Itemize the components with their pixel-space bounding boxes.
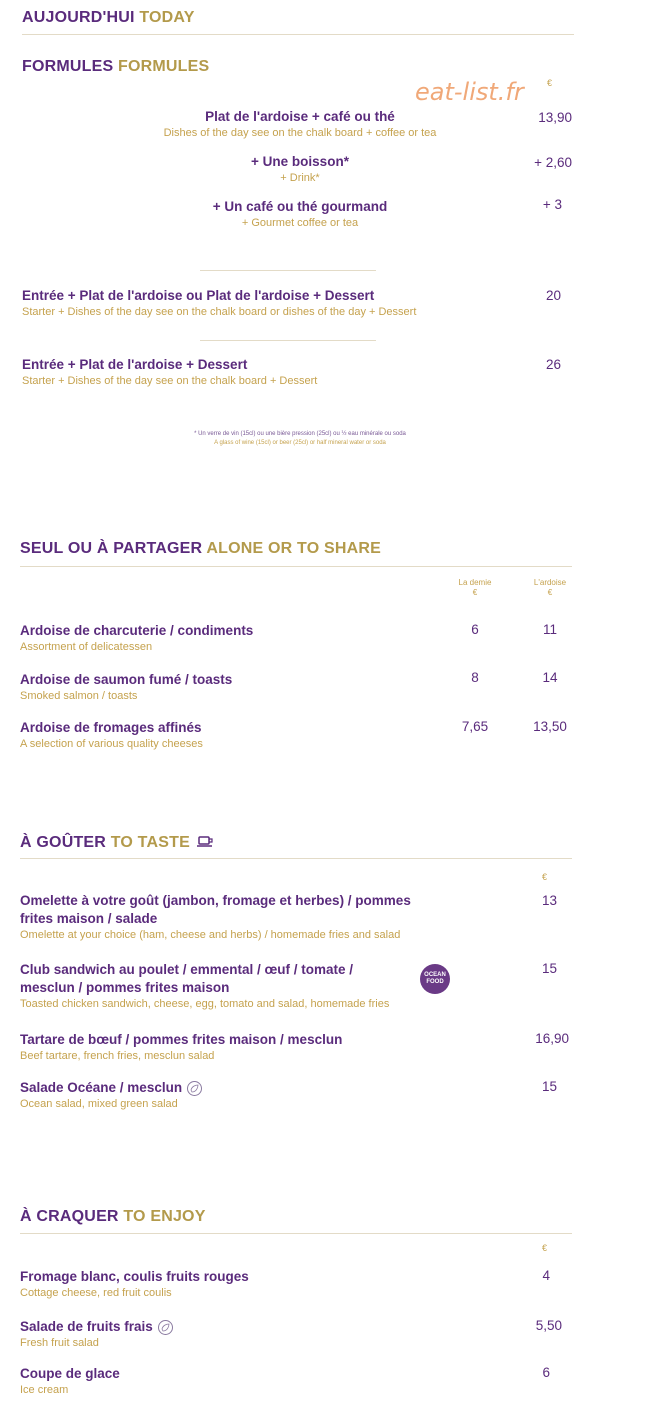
item-name-en: Starter + Dishes of the day see on the chalk board or dishes of the day + Dessert (22, 306, 417, 318)
item-name-fr: Salade Océane / mesclun (20, 1080, 183, 1095)
currency-header: € (542, 872, 548, 882)
item-name-fr: Ardoise de fromages affinés (20, 720, 202, 735)
taste-title-fr: À GOÛTER (20, 834, 107, 851)
enjoy-title-en: TO ENJOY (123, 1208, 206, 1225)
item-name-en: Starter + Dishes of the day see on the chalk board + Dessert (22, 375, 318, 387)
enjoy-title-fr: À CRAQUER (20, 1208, 119, 1225)
item-price: 16,90 (535, 1031, 569, 1046)
formule-item (110, 153, 490, 185)
item-price: 13,90 (538, 110, 572, 125)
list-item (20, 622, 440, 654)
item-name-en: Smoked salmon / toasts (20, 690, 138, 702)
formules-title-fr: FORMULES (22, 58, 114, 75)
list-item (20, 719, 440, 751)
vegetarian-icon (158, 1320, 173, 1335)
price-half: 6 (471, 622, 479, 637)
item-name-en: A selection of various quality cheeses (20, 738, 203, 750)
currency-symbol: € (547, 588, 553, 597)
item-price: 6 (542, 1365, 550, 1380)
item-name-en: Ice cream (20, 1384, 69, 1396)
list-item (20, 892, 500, 942)
list-item (20, 1268, 480, 1300)
taste-title-en: TO TASTE (110, 834, 190, 851)
today-title-fr: AUJOURD'HUI (22, 9, 135, 26)
item-price: 15 (541, 1079, 557, 1094)
item-name-fr: Entrée + Plat de l'ardoise ou Plat de l'ardoise + Dessert (22, 288, 375, 303)
item-price: 4 (542, 1268, 550, 1283)
divider (20, 1233, 572, 1234)
list-item (20, 1365, 480, 1397)
column-header-full (520, 578, 580, 598)
item-name-en: Toasted chicken sandwich, cheese, egg, tomato and salad, homemade fries (20, 998, 390, 1010)
list-item (20, 671, 440, 703)
price-half: 7,65 (461, 719, 489, 734)
share-title-fr: SEUL OU À PARTAGER (20, 540, 203, 557)
cup-icon (195, 834, 215, 848)
item-name-fr: Entrée + Plat de l'ardoise + Dessert (22, 357, 248, 372)
item-price: 15 (541, 961, 557, 976)
price-full: 11 (542, 622, 557, 637)
item-name-fr: Tartare de bœuf / pommes frites maison / mesclun (20, 1032, 343, 1047)
column-label: L'ardoise (533, 578, 567, 587)
item-name-en: + Gourmet coffee or tea (241, 217, 359, 229)
today-heading (22, 9, 195, 27)
watermark: eat-list.fr (415, 78, 524, 106)
list-item (20, 1031, 500, 1063)
item-price: + 2,60 (534, 155, 572, 170)
list-item (20, 1079, 500, 1111)
price-half: 8 (471, 670, 479, 685)
short-divider (200, 340, 376, 341)
item-name-en: Fresh fruit salad (20, 1337, 99, 1349)
list-item (20, 1318, 480, 1350)
currency-header: € (542, 1243, 548, 1253)
item-name-fr: Omelette à votre goût (jambon, fromage et herbes) / pommes (20, 893, 411, 908)
ocean-food-badge: OCEAN FOOD (420, 964, 450, 994)
item-name-fr-cont: mesclun / pommes frites maison (20, 980, 230, 995)
item-name-fr: Coupe de glace (20, 1366, 120, 1381)
item-name-fr: + Un café ou thé gourmand (212, 199, 388, 214)
drink-footnote (100, 430, 500, 448)
item-name-fr: Ardoise de saumon fumé / toasts (20, 672, 233, 687)
divider (20, 566, 572, 567)
item-name-fr: Salade de fruits frais (20, 1319, 153, 1334)
item-name-fr: Ardoise de charcuterie / condiments (20, 623, 254, 638)
item-name-en: Cottage cheese, red fruit coulis (20, 1287, 172, 1299)
column-header-half (445, 578, 505, 598)
share-title-en: ALONE OR TO SHARE (206, 540, 382, 557)
item-price: 26 (545, 357, 561, 372)
item-name-en: Omelette at your choice (ham, cheese and herbs) / homemade fries and salad (20, 929, 401, 941)
item-price: + 3 (542, 197, 562, 212)
item-price: 13 (541, 893, 557, 908)
currency-header: € (547, 78, 553, 88)
item-name-fr: + Une boisson* (251, 154, 349, 169)
item-name-fr: Club sandwich au poulet / emmental / œuf / tomate / (20, 962, 354, 977)
divider (22, 34, 574, 35)
item-name-en: Beef tartare, french fries, mesclun salad (20, 1050, 215, 1062)
formule-item (22, 356, 522, 388)
formule-item (110, 108, 490, 140)
item-name-fr: Fromage blanc, coulis fruits rouges (20, 1269, 249, 1284)
formules-heading (22, 58, 209, 76)
vegetarian-icon (187, 1081, 202, 1096)
enjoy-heading (20, 1208, 206, 1226)
divider (20, 858, 572, 859)
item-name-en: Dishes of the day see on the chalk board + coffee or tea (163, 127, 437, 139)
short-divider (200, 270, 376, 271)
price-full: 14 (542, 670, 558, 685)
item-price: 20 (545, 288, 561, 303)
currency-symbol: € (472, 588, 478, 597)
share-heading (20, 540, 381, 558)
formule-item (110, 198, 490, 230)
taste-heading (20, 834, 215, 852)
formules-title-en: FORMULES (118, 58, 210, 75)
item-name-fr: Plat de l'ardoise + café ou thé (205, 109, 395, 124)
footnote-en: A glass of wine (15cl) or beer (25cl) or half mineral water or soda (214, 440, 386, 446)
item-name-en: Ocean salad, mixed green salad (20, 1098, 178, 1110)
item-price: 5,50 (535, 1318, 562, 1333)
formule-item (22, 287, 522, 319)
price-full: 13,50 (533, 719, 567, 734)
footnote-fr: * Un verre de vin (15cl) ou une bière pression (25cl) ou ½ eau minérale ou soda (194, 431, 406, 437)
item-name-en: + Drink* (280, 172, 320, 184)
today-title-en: TODAY (139, 9, 195, 26)
item-name-en: Assortment of delicatessen (20, 641, 153, 653)
column-label: La demie (458, 578, 492, 587)
item-name-fr-cont: frites maison / salade (20, 911, 158, 926)
